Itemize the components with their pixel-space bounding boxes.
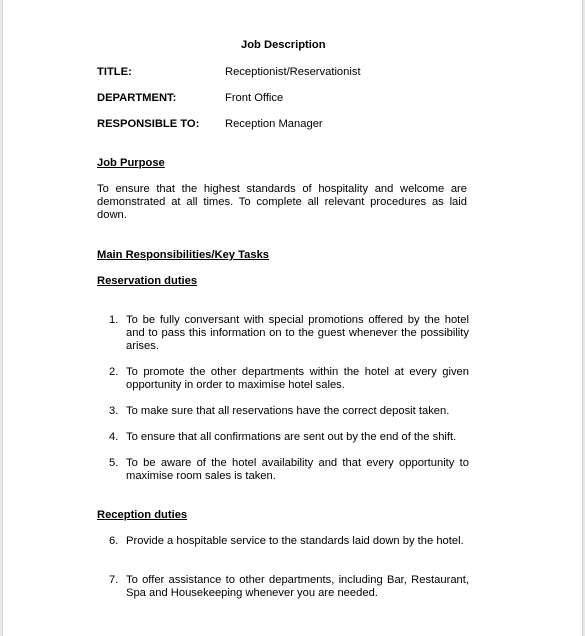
list-item-text: To be aware of the hotel availability and that every opportunity to maximise room sales is taken. <box>126 457 469 482</box>
field-value-title: Receptionist/Reservationist <box>225 66 361 78</box>
list-item-number: 4. <box>109 431 119 443</box>
list-item-text: To offer assistance to other departments, including Bar, Restaurant, Spa and Housekeeping whenever you are needed. <box>126 574 469 599</box>
list-item-text: To ensure that all confirmations are sent out by the end of the shift. <box>126 431 457 443</box>
list-item-text: To make sure that all reservations have the correct deposit taken. <box>126 405 450 417</box>
document-page <box>2 0 583 636</box>
list-item-text: To be fully conversant with special promotions offered by the hotel and to pass this information on to the guest whenever the possibility arises. <box>126 314 469 352</box>
field-label-department: DEPARTMENT: <box>97 92 177 104</box>
list-item-number: 2. <box>109 366 119 378</box>
job-purpose-text: To ensure that the highest standards of hospitality and welcome are demonstrated at all times. To complete all relevant procedures as laid down. <box>97 183 467 221</box>
list-item-text: Provide a hospitable service to the standards laid down by the hotel. <box>126 535 464 547</box>
field-value-department: Front Office <box>225 92 284 104</box>
list-item-number: 3. <box>109 405 119 417</box>
document-title: Job Description <box>241 39 326 51</box>
main-responsibilities-heading: Main Responsibilities/Key Tasks <box>97 249 270 261</box>
job-purpose-heading: Job Purpose <box>97 157 165 169</box>
field-label-title: TITLE: <box>97 66 132 78</box>
reservation-duties-heading: Reservation duties <box>97 275 198 287</box>
reception-duties-heading: Reception duties <box>97 509 188 521</box>
field-label-responsible-to: RESPONSIBLE TO: <box>97 118 200 130</box>
list-item-number: 1. <box>109 314 119 326</box>
list-item-number: 7. <box>109 574 119 586</box>
list-item-number: 5. <box>109 457 119 469</box>
field-value-responsible-to: Reception Manager <box>225 118 323 130</box>
list-item-number: 6. <box>109 535 119 547</box>
list-item-text: To promote the other departments within the hotel at every given opportunity in order to maximise hotel sales. <box>126 366 469 391</box>
